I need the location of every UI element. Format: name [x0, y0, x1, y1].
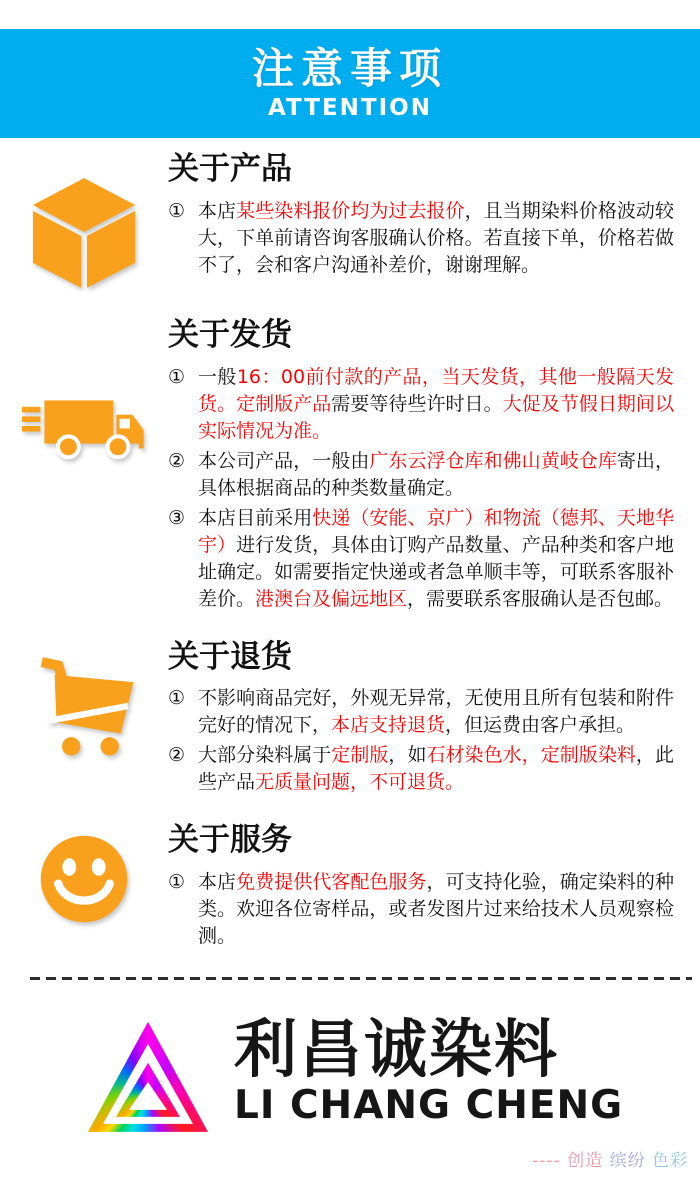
page-title: 注意事项 [251, 43, 448, 93]
notice-item [168, 448, 674, 502]
notice-item [168, 505, 674, 613]
section-heading: 关于退货 [168, 638, 292, 675]
notice-item [168, 742, 674, 796]
notice-item [168, 869, 674, 950]
rainbow-triangle-logo-icon [88, 1022, 208, 1132]
section-product [0, 152, 674, 294]
item-text: 本店目前采用快递（安能、京广）和物流（德邦、天地华宇）进行发货，具体由订购产品数量、产品种类和客户地址确定。如需要指定快递或者急单顺丰等，可联系客服补差价。港澳台及偏远地区，需要联系客服确认是否包邮。 [198, 506, 674, 610]
item-number: ① [168, 199, 186, 222]
item-number: ② [168, 449, 186, 472]
item-text: 大部分染料属于定制版，如石材染色水，定制版染料，此些产品无质量问题，不可退货。 [198, 744, 674, 794]
section-heading: 关于服务 [168, 822, 292, 859]
section-returns [0, 640, 674, 800]
notice-item [168, 364, 674, 445]
brand-tagline: ---- 创造 缤纷 色彩 [532, 1150, 688, 1171]
notice-item [168, 685, 674, 739]
brand-footer [0, 1012, 700, 1201]
item-text: 不影响商品完好，外观无异常，无使用且所有包装和附件完好的情况下，本店支持退货，但运费由客户承担。 [198, 687, 674, 737]
item-number: ① [168, 365, 186, 388]
section-shipping [0, 318, 674, 616]
header-banner [0, 29, 700, 138]
section-heading: 关于产品 [168, 151, 292, 187]
box-icon [31, 176, 137, 294]
truck-icon [22, 394, 146, 474]
page-subtitle: ATTENTION [268, 95, 432, 122]
brand-name-english: LI CHANG CHENG [234, 1082, 624, 1128]
item-text: 本店免费提供代客配色服务，可支持化验，确定染料的种类。欢迎各位寄样品，或者发图片过来给技术人员观察检测。 [198, 870, 674, 947]
item-number: ① [168, 687, 186, 710]
item-text: 本公司产品，一般由广东云浮仓库和佛山黄岐仓库寄出，具体根据商品的种类数量确定。 [198, 449, 674, 499]
item-number: ① [168, 870, 186, 893]
notice-sections [0, 138, 700, 953]
section-service [0, 823, 674, 953]
dashed-divider [30, 977, 692, 980]
item-text: 一般16：00前付款的产品，当天发货，其他一般隔天发货。定制版产品需要等待些许时日。大促及节假日期间以实际情况为准。 [198, 365, 674, 442]
cart-icon [29, 654, 139, 762]
brand-name-chinese: 利昌诚染料 [234, 1012, 559, 1086]
section-heading: 关于发货 [168, 317, 292, 353]
item-text: 本店某些染料报价均为过去报价，且当期染料价格波动较大，下单前请咨询客服确认价格。若直接下单，价格若做不了，会和客户沟通补差价，谢谢理解。 [198, 199, 674, 276]
notice-item [168, 198, 674, 279]
item-number: ② [168, 744, 186, 767]
smiley-icon [38, 833, 130, 929]
item-number: ③ [168, 506, 186, 529]
